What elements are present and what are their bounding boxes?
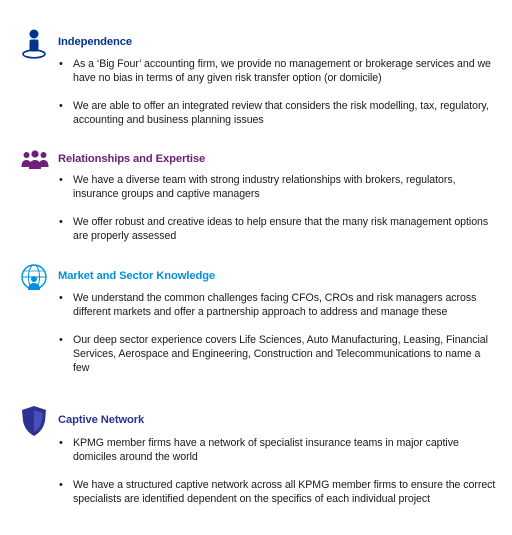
- section-title: Relationships and Expertise: [58, 153, 206, 165]
- section-title: Market and Sector Knowledge: [58, 270, 216, 282]
- list-item: • As a ‘Big Four’ accounting firm, we provide no management or brokerage services and we have no bias in terms of any given risk transfer option (or domicile): [58, 57, 498, 85]
- bullet-list: [58, 173, 498, 257]
- list-item: • We are able to offer an integrated review that considers the risk modelling, tax, regulatory, accounting and business planning issues: [58, 99, 498, 127]
- bullet-list: [58, 57, 498, 141]
- list-item: • We understand the common challenges facing CFOs, CROs and risk managers across different markets and offer a partnership approach to address and manage these: [58, 291, 498, 319]
- list-item: • We offer robust and creative ideas to help ensure that the many risk management options are properly assessed: [58, 215, 498, 243]
- globe-person-icon: [20, 263, 48, 291]
- shield-icon: [20, 405, 48, 433]
- list-item: • We have a diverse team with strong industry relationships with brokers, regulators, insurance groups and captive managers: [58, 173, 498, 201]
- list-item: • KPMG member firms have a network of specialist insurance teams in major captive domiciles around the world: [58, 436, 498, 464]
- list-item: • We have a structured captive network across all KPMG member firms to ensure the correct specialists are identified dependent on the specifics of each individual project: [58, 478, 498, 506]
- person-icon: [20, 28, 48, 56]
- list-item: • Our deep sector experience covers Life Sciences, Auto Manufacturing, Leasing, Financial Services, Aerospace and Engineering, Construction and Telecommunications to name a few: [58, 333, 498, 375]
- bullet-list: [58, 291, 498, 389]
- bullet-list: [58, 436, 498, 520]
- group-icon: [20, 148, 48, 176]
- section-title: Captive Network: [58, 414, 145, 426]
- section-title: Independence: [58, 36, 133, 48]
